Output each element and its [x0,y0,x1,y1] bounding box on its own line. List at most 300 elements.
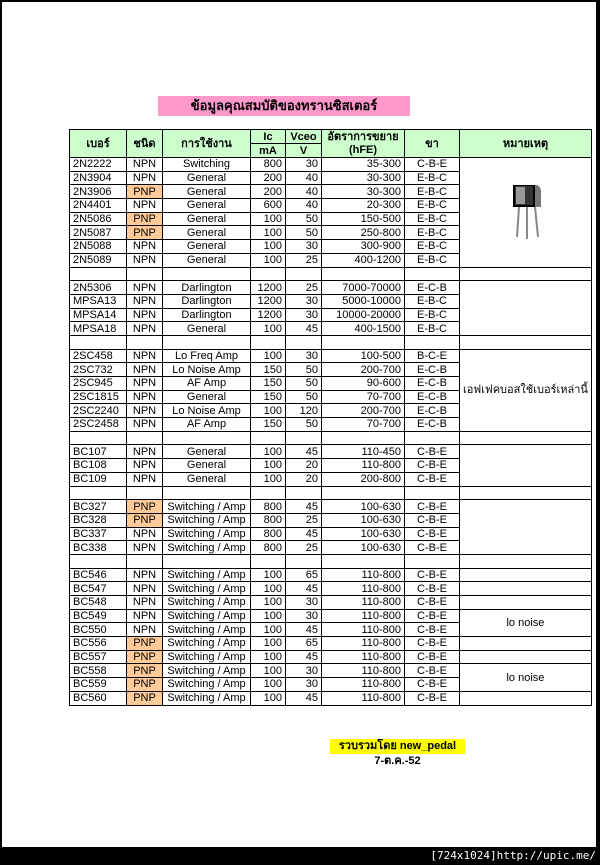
ic-value: 100 [251,596,286,610]
header-usage: การใช้งาน [163,130,251,158]
part-number: 2SC458 [70,349,127,363]
hfe-value: 35-300 [322,158,405,172]
ic-value: 800 [251,541,286,555]
type: NPN [127,349,163,363]
header-pins: ขา [405,130,460,158]
credit-label: รวบรวมโดย new_pedal [330,739,465,754]
vceo-value: 120 [286,404,322,418]
part-number: 2N5089 [70,253,127,267]
type: PNP [127,513,163,527]
pins: E-C-B [405,363,460,377]
type: NPN [127,404,163,418]
lo-noise-note: lo noise [460,664,592,691]
ic-value: 1200 [251,294,286,308]
type: NPN [127,281,163,295]
pins: C-B-E [405,459,460,473]
pins: C-B-E [405,158,460,172]
pins: E-B-C [405,253,460,267]
ic-value: 600 [251,199,286,213]
pins: E-B-C [405,294,460,308]
pins: E-B-C [405,171,460,185]
part-number: 2N5088 [70,240,127,254]
hfe-value: 100-630 [322,513,405,527]
type: PNP [127,185,163,199]
vceo-value: 30 [286,664,322,678]
note-cell [460,281,592,336]
empty-cell [322,335,405,349]
ic-value: 100 [251,226,286,240]
empty-cell [163,431,251,445]
type: PNP [127,650,163,664]
type: NPN [127,377,163,391]
vceo-value: 45 [286,500,322,514]
empty-cell [70,486,127,500]
ic-value: 100 [251,253,286,267]
pins: C-B-E [405,445,460,459]
usage: Switching / Amp [163,650,251,664]
ic-value: 800 [251,500,286,514]
type: PNP [127,678,163,692]
usage: General [163,185,251,199]
type: NPN [127,199,163,213]
ic-value: 100 [251,459,286,473]
lo-noise-note: lo noise [460,609,592,636]
pins: E-C-B [405,390,460,404]
ic-value: 100 [251,212,286,226]
part-number: BC338 [70,541,127,555]
hfe-value: 200-800 [322,472,405,486]
part-number: 2SC1815 [70,390,127,404]
type: NPN [127,308,163,322]
pins: C-B-E [405,678,460,692]
table-row [70,637,592,651]
part-number: BC108 [70,459,127,473]
table-row [70,349,592,363]
hfe-value: 70-700 [322,390,405,404]
header-ic: Ic [251,130,286,144]
pins: C-B-E [405,596,460,610]
type: NPN [127,445,163,459]
usage: Switching / Amp [163,513,251,527]
vceo-value: 25 [286,253,322,267]
table-row [70,500,592,514]
vceo-value: 50 [286,212,322,226]
type: NPN [127,363,163,377]
vceo-value: 50 [286,226,322,240]
pins: C-B-E [405,623,460,637]
usage: Switching / Amp [163,609,251,623]
vceo-value: 45 [286,650,322,664]
usage: Switching / Amp [163,582,251,596]
header-type: ชนิด [127,130,163,158]
empty-cell [251,486,286,500]
usage: General [163,390,251,404]
table-row [70,650,592,664]
ic-value: 150 [251,390,286,404]
table-row [70,158,592,172]
hfe-value: 100-630 [322,500,405,514]
ic-value: 100 [251,678,286,692]
pins: E-B-C [405,199,460,213]
empty-cell [405,335,460,349]
type: NPN [127,527,163,541]
ic-value: 800 [251,513,286,527]
empty-cell [405,486,460,500]
type: NPN [127,253,163,267]
type: NPN [127,294,163,308]
empty-cell [405,267,460,281]
pins: E-B-C [405,185,460,199]
pins: E-B-C [405,240,460,254]
usage: Switching / Amp [163,596,251,610]
part-number: BC549 [70,609,127,623]
type: PNP [127,212,163,226]
pins: E-B-C [405,322,460,336]
pins: C-B-E [405,500,460,514]
ic-value: 1200 [251,281,286,295]
ic-value: 200 [251,171,286,185]
pins: C-B-E [405,541,460,555]
note-cell [460,691,592,705]
pins: E-B-C [405,212,460,226]
part-number: MPSA18 [70,322,127,336]
vceo-value: 40 [286,171,322,185]
hfe-value: 110-800 [322,596,405,610]
empty-cell [460,486,592,500]
note-cell [460,637,592,651]
usage: AF Amp [163,418,251,432]
part-number: BC548 [70,596,127,610]
empty-cell [460,267,592,281]
vceo-value: 45 [286,527,322,541]
part-number: 2N4401 [70,199,127,213]
hfe-value: 30-300 [322,171,405,185]
ic-value: 200 [251,185,286,199]
hfe-value: 7000-70000 [322,281,405,295]
empty-cell [286,486,322,500]
pins: C-B-E [405,609,460,623]
vceo-value: 30 [286,240,322,254]
boss-effect-note: เอฟเฟคบอสใช้เบอร์เหล่านี้ [460,349,592,431]
header-notes: หมายเหตุ [460,130,592,158]
type: NPN [127,596,163,610]
usage: General [163,240,251,254]
hfe-value: 90-600 [322,377,405,391]
separator-row [70,486,592,500]
ic-value: 100 [251,445,286,459]
table-row [70,691,592,705]
pins: C-B-E [405,513,460,527]
usage: Switching / Amp [163,691,251,705]
hfe-value: 110-450 [322,445,405,459]
usage: Lo Noise Amp [163,404,251,418]
usage: Switching [163,158,251,172]
empty-cell [70,335,127,349]
ic-value: 100 [251,568,286,582]
vceo-value: 65 [286,568,322,582]
vceo-value: 45 [286,322,322,336]
hfe-value: 110-800 [322,623,405,637]
header-ic-unit: mA [251,144,286,158]
type: PNP [127,500,163,514]
usage: Darlington [163,294,251,308]
hfe-value: 300-900 [322,240,405,254]
ic-value: 100 [251,349,286,363]
vceo-value: 30 [286,294,322,308]
vceo-value: 25 [286,281,322,295]
type: PNP [127,637,163,651]
empty-cell [127,335,163,349]
usage: Switching / Amp [163,541,251,555]
part-number: BC559 [70,678,127,692]
empty-cell [163,267,251,281]
hfe-value: 200-700 [322,404,405,418]
pins: C-B-E [405,582,460,596]
watermark: [724x1024]http://upic.me/ [430,849,596,862]
hfe-value: 10000-20000 [322,308,405,322]
vceo-value: 45 [286,582,322,596]
table-row [70,445,592,459]
empty-cell [70,431,127,445]
table-row [70,664,592,678]
part-number: 2N3906 [70,185,127,199]
usage: Darlington [163,281,251,295]
usage: Switching / Amp [163,637,251,651]
usage: Switching / Amp [163,623,251,637]
separator-row [70,335,592,349]
empty-cell [251,267,286,281]
type: NPN [127,459,163,473]
pins: E-C-B [405,404,460,418]
table-header [70,130,592,158]
usage: General [163,459,251,473]
ic-value: 100 [251,691,286,705]
ic-value: 100 [251,582,286,596]
part-number: 2SC2458 [70,418,127,432]
ic-value: 150 [251,363,286,377]
hfe-value: 20-300 [322,199,405,213]
usage: Switching / Amp [163,568,251,582]
part-number: BC557 [70,650,127,664]
ic-value: 800 [251,527,286,541]
to92-transistor-icon [460,158,592,268]
ic-value: 100 [251,664,286,678]
pins: C-B-E [405,650,460,664]
table-row [70,609,592,623]
vceo-value: 30 [286,609,322,623]
vceo-value: 45 [286,445,322,459]
hfe-value: 5000-10000 [322,294,405,308]
part-number: 2N2222 [70,158,127,172]
note-cell [460,596,592,610]
hfe-value: 30-300 [322,185,405,199]
vceo-value: 20 [286,472,322,486]
ic-value: 150 [251,377,286,391]
ic-value: 150 [251,418,286,432]
usage: General [163,445,251,459]
table-row [70,568,592,582]
hfe-value: 110-800 [322,637,405,651]
part-number: 2N5086 [70,212,127,226]
part-number: 2N3904 [70,171,127,185]
separator-row [70,267,592,281]
part-number: 2N5087 [70,226,127,240]
type: NPN [127,390,163,404]
part-number: BC547 [70,582,127,596]
empty-cell [286,554,322,568]
vceo-value: 45 [286,623,322,637]
empty-cell [251,554,286,568]
hfe-value: 110-800 [322,568,405,582]
empty-cell [322,431,405,445]
usage: Switching / Amp [163,500,251,514]
hfe-value: 150-500 [322,212,405,226]
empty-cell [460,554,592,568]
empty-cell [251,431,286,445]
part-number: BC107 [70,445,127,459]
usage: Lo Freq Amp [163,349,251,363]
usage: General [163,472,251,486]
table-row [70,582,592,596]
ic-value: 1200 [251,308,286,322]
transistor-table [69,129,592,706]
header-number: เบอร์ [70,130,127,158]
vceo-value: 30 [286,596,322,610]
vceo-value: 25 [286,513,322,527]
empty-cell [286,335,322,349]
vceo-value: 30 [286,349,322,363]
ic-value: 100 [251,650,286,664]
empty-cell [286,267,322,281]
empty-cell [322,554,405,568]
pins: C-B-E [405,472,460,486]
type: NPN [127,322,163,336]
part-number: BC556 [70,637,127,651]
type: PNP [127,664,163,678]
vceo-value: 50 [286,418,322,432]
vceo-value: 50 [286,377,322,391]
empty-cell [460,431,592,445]
usage: Darlington [163,308,251,322]
pins: E-C-B [405,377,460,391]
empty-cell [322,267,405,281]
pins: C-B-E [405,637,460,651]
part-number: BC560 [70,691,127,705]
part-number: BC327 [70,500,127,514]
empty-cell [163,335,251,349]
part-number: 2SC732 [70,363,127,377]
usage: Switching / Amp [163,678,251,692]
note-cell [460,582,592,596]
part-number: 2N5306 [70,281,127,295]
pins: C-B-E [405,568,460,582]
type: PNP [127,691,163,705]
empty-cell [405,431,460,445]
document-page [2,2,596,847]
part-number: BC109 [70,472,127,486]
empty-cell [163,554,251,568]
part-number: 2SC945 [70,377,127,391]
empty-cell [286,431,322,445]
table-body [70,158,592,706]
vceo-value: 45 [286,691,322,705]
empty-cell [460,335,592,349]
header-vceo: Vceo [286,130,322,144]
type: NPN [127,582,163,596]
type: NPN [127,541,163,555]
ic-value: 100 [251,623,286,637]
pins: E-C-B [405,418,460,432]
part-number: BC550 [70,623,127,637]
hfe-value: 400-1500 [322,322,405,336]
ic-value: 100 [251,609,286,623]
empty-cell [405,554,460,568]
vceo-value: 20 [286,459,322,473]
usage: Switching / Amp [163,527,251,541]
type: NPN [127,418,163,432]
vceo-value: 40 [286,185,322,199]
type: NPN [127,609,163,623]
usage: General [163,199,251,213]
type: PNP [127,226,163,240]
usage: Lo Noise Amp [163,363,251,377]
empty-cell [127,554,163,568]
usage: General [163,322,251,336]
empty-cell [127,486,163,500]
header-vceo-unit: V [286,144,322,158]
vceo-value: 50 [286,363,322,377]
type: NPN [127,158,163,172]
pins: E-B-C [405,226,460,240]
part-number: BC558 [70,664,127,678]
hfe-value: 110-800 [322,664,405,678]
empty-cell [251,335,286,349]
hfe-value: 70-700 [322,418,405,432]
part-number: 2SC2240 [70,404,127,418]
empty-cell [322,486,405,500]
hfe-value: 250-800 [322,226,405,240]
type: NPN [127,472,163,486]
usage: General [163,171,251,185]
ic-value: 100 [251,472,286,486]
pins: C-B-E [405,691,460,705]
hfe-value: 100-630 [322,527,405,541]
note-cell [460,500,592,555]
empty-cell [127,431,163,445]
ic-value: 100 [251,322,286,336]
hfe-value: 200-700 [322,363,405,377]
ic-value: 100 [251,240,286,254]
ic-value: 800 [251,158,286,172]
hfe-value: 110-800 [322,609,405,623]
table-row [70,596,592,610]
note-cell [460,445,592,486]
hfe-value: 100-500 [322,349,405,363]
part-number: MPSA14 [70,308,127,322]
vceo-value: 30 [286,158,322,172]
usage: General [163,226,251,240]
header-gain: อัตราการขยาย (hFE) [322,130,405,158]
ic-value: 100 [251,404,286,418]
part-number: MPSA13 [70,294,127,308]
vceo-value: 30 [286,678,322,692]
empty-cell [70,267,127,281]
separator-row [70,431,592,445]
empty-cell [163,486,251,500]
usage: AF Amp [163,377,251,391]
note-cell [460,568,592,582]
page-title: ข้อมูลคุณสมบัติของทรานซิสเตอร์ [158,96,410,116]
